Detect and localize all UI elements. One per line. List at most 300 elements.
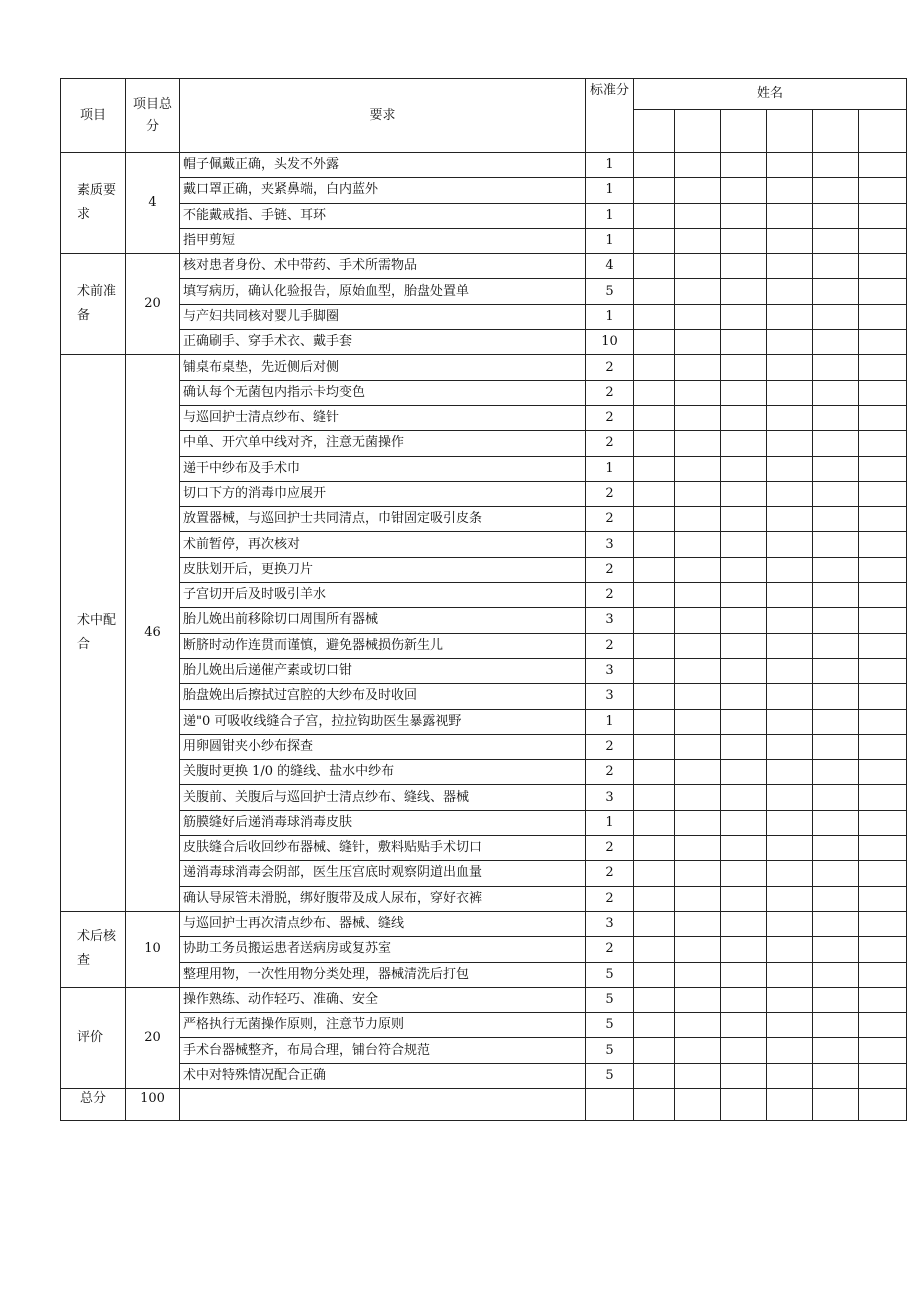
total-entry-cell[interactable] xyxy=(675,1088,721,1120)
score-entry-cell[interactable] xyxy=(634,911,675,936)
score-entry-cell[interactable] xyxy=(859,405,907,430)
score-entry-cell[interactable] xyxy=(721,911,767,936)
score-entry-cell[interactable] xyxy=(813,608,859,633)
standard-score: 2 xyxy=(586,937,634,962)
score-entry-cell[interactable] xyxy=(859,937,907,962)
score-entry-cell[interactable] xyxy=(675,254,721,279)
score-entry-cell[interactable] xyxy=(859,684,907,709)
score-entry-cell[interactable] xyxy=(859,304,907,329)
header-requirements: 要求 xyxy=(180,79,586,153)
standard-score: 10 xyxy=(586,330,634,355)
score-entry-cell[interactable] xyxy=(721,405,767,430)
score-entry-cell[interactable] xyxy=(859,431,907,456)
requirement-text: 术前暂停，再次核对 xyxy=(180,532,586,557)
standard-score: 3 xyxy=(586,608,634,633)
name-cell[interactable] xyxy=(859,110,907,153)
score-entry-cell[interactable] xyxy=(813,684,859,709)
score-entry-cell[interactable] xyxy=(767,178,813,203)
score-entry-cell[interactable] xyxy=(859,785,907,810)
score-entry-cell[interactable] xyxy=(721,658,767,683)
score-entry-cell[interactable] xyxy=(767,760,813,785)
score-entry-cell[interactable] xyxy=(634,304,675,329)
score-entry-cell[interactable] xyxy=(675,431,721,456)
score-entry-cell[interactable] xyxy=(859,709,907,734)
score-entry-cell[interactable] xyxy=(634,836,675,861)
score-entry-cell[interactable] xyxy=(721,178,767,203)
score-entry-cell[interactable] xyxy=(859,911,907,936)
score-entry-cell[interactable] xyxy=(675,532,721,557)
score-entry-cell[interactable] xyxy=(859,734,907,759)
standard-score: 5 xyxy=(586,1063,634,1088)
score-entry-cell[interactable] xyxy=(859,481,907,506)
score-entry-cell[interactable] xyxy=(634,557,675,582)
score-entry-cell[interactable] xyxy=(675,507,721,532)
score-entry-cell[interactable] xyxy=(859,1038,907,1063)
score-entry-cell[interactable] xyxy=(634,937,675,962)
score-entry-cell[interactable] xyxy=(675,279,721,304)
score-entry-cell[interactable] xyxy=(721,254,767,279)
score-entry-cell[interactable] xyxy=(634,355,675,380)
score-entry-cell[interactable] xyxy=(675,836,721,861)
score-entry-cell[interactable] xyxy=(767,304,813,329)
score-entry-cell[interactable] xyxy=(859,203,907,228)
score-entry-cell[interactable] xyxy=(813,456,859,481)
score-entry-cell[interactable] xyxy=(675,583,721,608)
score-entry-cell[interactable] xyxy=(767,583,813,608)
standard-score: 2 xyxy=(586,633,634,658)
requirement-text: 确认每个无菌包内指示卡均变色 xyxy=(180,380,586,405)
score-entry-cell[interactable] xyxy=(721,760,767,785)
score-entry-cell[interactable] xyxy=(675,684,721,709)
score-entry-cell[interactable] xyxy=(859,633,907,658)
score-entry-cell[interactable] xyxy=(634,405,675,430)
score-entry-cell[interactable] xyxy=(859,1013,907,1038)
score-entry-cell[interactable] xyxy=(767,203,813,228)
score-entry-cell[interactable] xyxy=(721,330,767,355)
total-empty-cell xyxy=(586,1088,634,1120)
score-entry-cell[interactable] xyxy=(859,987,907,1012)
score-entry-cell[interactable] xyxy=(634,203,675,228)
score-entry-cell[interactable] xyxy=(675,380,721,405)
score-entry-cell[interactable] xyxy=(767,153,813,178)
score-entry-cell[interactable] xyxy=(675,330,721,355)
score-entry-cell[interactable] xyxy=(767,1013,813,1038)
score-entry-cell[interactable] xyxy=(767,734,813,759)
score-entry-cell[interactable] xyxy=(813,507,859,532)
score-entry-cell[interactable] xyxy=(721,355,767,380)
score-entry-cell[interactable] xyxy=(767,810,813,835)
table-row xyxy=(61,1013,907,1038)
name-cell[interactable] xyxy=(767,110,813,153)
standard-score: 2 xyxy=(586,583,634,608)
score-entry-cell[interactable] xyxy=(721,153,767,178)
score-entry-cell[interactable] xyxy=(675,886,721,911)
score-entry-cell[interactable] xyxy=(859,962,907,987)
score-entry-cell[interactable] xyxy=(859,810,907,835)
requirement-text: 核对患者身份、术中带药、手术所需物品 xyxy=(180,254,586,279)
score-entry-cell[interactable] xyxy=(634,962,675,987)
score-entry-cell[interactable] xyxy=(859,760,907,785)
score-entry-cell[interactable] xyxy=(634,684,675,709)
total-entry-cell[interactable] xyxy=(813,1088,859,1120)
score-entry-cell[interactable] xyxy=(634,1013,675,1038)
score-entry-cell[interactable] xyxy=(721,861,767,886)
score-entry-cell[interactable] xyxy=(721,684,767,709)
score-entry-cell[interactable] xyxy=(859,456,907,481)
score-entry-cell[interactable] xyxy=(721,557,767,582)
score-entry-cell[interactable] xyxy=(767,836,813,861)
score-entry-cell[interactable] xyxy=(813,861,859,886)
score-entry-cell[interactable] xyxy=(859,836,907,861)
table-row xyxy=(61,658,907,683)
table-row xyxy=(61,228,907,253)
total-entry-cell[interactable] xyxy=(767,1088,813,1120)
score-entry-cell[interactable] xyxy=(675,1063,721,1088)
category-total: 20 xyxy=(126,987,180,1088)
score-entry-cell[interactable] xyxy=(721,583,767,608)
table-row xyxy=(61,1038,907,1063)
score-entry-cell[interactable] xyxy=(859,228,907,253)
score-entry-cell[interactable] xyxy=(675,987,721,1012)
score-entry-cell[interactable] xyxy=(813,962,859,987)
header-name: 姓名 xyxy=(634,79,907,110)
score-entry-cell[interactable] xyxy=(634,1038,675,1063)
score-entry-cell[interactable] xyxy=(859,861,907,886)
score-entry-cell[interactable] xyxy=(813,557,859,582)
score-entry-cell[interactable] xyxy=(767,228,813,253)
score-entry-cell[interactable] xyxy=(813,228,859,253)
table-row xyxy=(61,911,907,936)
score-entry-cell[interactable] xyxy=(721,380,767,405)
table-row xyxy=(61,734,907,759)
score-entry-cell[interactable] xyxy=(813,431,859,456)
score-entry-cell[interactable] xyxy=(634,709,675,734)
score-entry-cell[interactable] xyxy=(634,254,675,279)
name-cell[interactable] xyxy=(813,110,859,153)
score-entry-cell[interactable] xyxy=(859,532,907,557)
score-entry-cell[interactable] xyxy=(675,355,721,380)
score-entry-cell[interactable] xyxy=(813,836,859,861)
score-entry-cell[interactable] xyxy=(721,633,767,658)
score-entry-cell[interactable] xyxy=(767,987,813,1012)
score-entry-cell[interactable] xyxy=(813,1013,859,1038)
total-label: 总分 xyxy=(61,1088,126,1120)
score-entry-cell[interactable] xyxy=(634,658,675,683)
score-entry-cell[interactable] xyxy=(675,785,721,810)
score-entry-cell[interactable] xyxy=(721,785,767,810)
score-entry-cell[interactable] xyxy=(813,658,859,683)
score-entry-cell[interactable] xyxy=(859,279,907,304)
score-entry-cell[interactable] xyxy=(675,1013,721,1038)
category-total: 10 xyxy=(126,911,180,987)
score-entry-cell[interactable] xyxy=(813,153,859,178)
score-entry-cell[interactable] xyxy=(721,810,767,835)
score-entry-cell[interactable] xyxy=(813,886,859,911)
score-entry-cell[interactable] xyxy=(675,658,721,683)
score-entry-cell[interactable] xyxy=(675,810,721,835)
standard-score: 3 xyxy=(586,911,634,936)
score-entry-cell[interactable] xyxy=(813,279,859,304)
score-entry-cell[interactable] xyxy=(813,810,859,835)
score-entry-cell[interactable] xyxy=(859,254,907,279)
score-entry-cell[interactable] xyxy=(767,937,813,962)
score-entry-cell[interactable] xyxy=(675,557,721,582)
score-entry-cell[interactable] xyxy=(767,456,813,481)
score-entry-cell[interactable] xyxy=(767,279,813,304)
score-entry-cell[interactable] xyxy=(767,1063,813,1088)
score-entry-cell[interactable] xyxy=(813,583,859,608)
score-entry-cell[interactable] xyxy=(813,330,859,355)
score-entry-cell[interactable] xyxy=(634,153,675,178)
score-entry-cell[interactable] xyxy=(675,633,721,658)
score-entry-cell[interactable] xyxy=(634,228,675,253)
requirement-text: 筋膜缝好后递消毒球消毒皮肤 xyxy=(180,810,586,835)
requirement-text: 整理用物，一次性用物分类处理，器械清洗后打包 xyxy=(180,962,586,987)
score-entry-cell[interactable] xyxy=(675,937,721,962)
requirement-text: 皮肤缝合后收回纱布器械、缝针，敷料贴贴手术切口 xyxy=(180,836,586,861)
score-entry-cell[interactable] xyxy=(859,608,907,633)
score-entry-cell[interactable] xyxy=(634,810,675,835)
score-entry-cell[interactable] xyxy=(721,937,767,962)
score-entry-cell[interactable] xyxy=(767,886,813,911)
score-entry-cell[interactable] xyxy=(634,633,675,658)
score-entry-cell[interactable] xyxy=(675,760,721,785)
score-entry-cell[interactable] xyxy=(721,1038,767,1063)
name-cell[interactable] xyxy=(721,110,767,153)
score-entry-cell[interactable] xyxy=(675,481,721,506)
header-total-points: 项目总分 xyxy=(126,79,180,153)
table-row xyxy=(61,153,907,178)
score-entry-cell[interactable] xyxy=(767,633,813,658)
score-entry-cell[interactable] xyxy=(634,734,675,759)
total-entry-cell[interactable] xyxy=(634,1088,675,1120)
score-entry-cell[interactable] xyxy=(721,836,767,861)
score-entry-cell[interactable] xyxy=(634,507,675,532)
score-entry-cell[interactable] xyxy=(813,405,859,430)
score-entry-cell[interactable] xyxy=(634,380,675,405)
score-entry-cell[interactable] xyxy=(721,456,767,481)
score-entry-cell[interactable] xyxy=(721,279,767,304)
score-entry-cell[interactable] xyxy=(767,557,813,582)
table-row xyxy=(61,507,907,532)
score-entry-cell[interactable] xyxy=(634,330,675,355)
score-entry-cell[interactable] xyxy=(813,937,859,962)
score-entry-cell[interactable] xyxy=(767,861,813,886)
standard-score: 2 xyxy=(586,405,634,430)
score-entry-cell[interactable] xyxy=(721,709,767,734)
requirement-text: 关腹时更换 1/0 的缝线、盐水中纱布 xyxy=(180,760,586,785)
score-entry-cell[interactable] xyxy=(634,583,675,608)
category-total: 4 xyxy=(126,153,180,254)
score-entry-cell[interactable] xyxy=(813,633,859,658)
score-entry-cell[interactable] xyxy=(634,178,675,203)
score-entry-cell[interactable] xyxy=(813,532,859,557)
score-entry-cell[interactable] xyxy=(675,203,721,228)
score-entry-cell[interactable] xyxy=(767,481,813,506)
score-entry-cell[interactable] xyxy=(675,405,721,430)
score-entry-cell[interactable] xyxy=(859,380,907,405)
score-entry-cell[interactable] xyxy=(767,507,813,532)
score-entry-cell[interactable] xyxy=(634,1063,675,1088)
score-entry-cell[interactable] xyxy=(767,785,813,810)
score-entry-cell[interactable] xyxy=(813,178,859,203)
total-row xyxy=(61,1088,907,1120)
score-entry-cell[interactable] xyxy=(859,153,907,178)
score-entry-cell[interactable] xyxy=(813,1038,859,1063)
score-entry-cell[interactable] xyxy=(634,608,675,633)
score-entry-cell[interactable] xyxy=(859,557,907,582)
score-entry-cell[interactable] xyxy=(721,1013,767,1038)
score-entry-cell[interactable] xyxy=(675,178,721,203)
score-entry-cell[interactable] xyxy=(634,279,675,304)
score-entry-cell[interactable] xyxy=(767,684,813,709)
score-entry-cell[interactable] xyxy=(813,380,859,405)
standard-score: 2 xyxy=(586,431,634,456)
score-entry-cell[interactable] xyxy=(813,481,859,506)
score-entry-cell[interactable] xyxy=(813,911,859,936)
score-entry-cell[interactable] xyxy=(767,532,813,557)
score-entry-cell[interactable] xyxy=(767,380,813,405)
score-entry-cell[interactable] xyxy=(721,734,767,759)
total-entry-cell[interactable] xyxy=(721,1088,767,1120)
table-row xyxy=(61,810,907,835)
score-entry-cell[interactable] xyxy=(813,203,859,228)
score-entry-cell[interactable] xyxy=(859,355,907,380)
standard-score: 1 xyxy=(586,709,634,734)
table-row xyxy=(61,456,907,481)
header-item: 项目 xyxy=(61,79,126,153)
score-entry-cell[interactable] xyxy=(813,760,859,785)
name-cell[interactable] xyxy=(675,110,721,153)
requirement-text: 填写病历，确认化验报告，原始血型，胎盘处置单 xyxy=(180,279,586,304)
score-entry-cell[interactable] xyxy=(634,861,675,886)
table-row xyxy=(61,684,907,709)
score-entry-cell[interactable] xyxy=(767,709,813,734)
score-entry-cell[interactable] xyxy=(859,1063,907,1088)
score-entry-cell[interactable] xyxy=(721,1063,767,1088)
requirement-text: 放置器械，与巡回护士共同清点，巾钳固定吸引皮条 xyxy=(180,507,586,532)
score-entry-cell[interactable] xyxy=(721,481,767,506)
score-entry-cell[interactable] xyxy=(634,456,675,481)
score-entry-cell[interactable] xyxy=(813,785,859,810)
table-row xyxy=(61,203,907,228)
score-entry-cell[interactable] xyxy=(721,304,767,329)
score-entry-cell[interactable] xyxy=(721,228,767,253)
score-entry-cell[interactable] xyxy=(721,532,767,557)
score-entry-cell[interactable] xyxy=(767,431,813,456)
requirement-text: 严格执行无菌操作原则，注意节力原则 xyxy=(180,1013,586,1038)
score-entry-cell[interactable] xyxy=(813,709,859,734)
scoring-table xyxy=(60,78,907,1121)
score-entry-cell[interactable] xyxy=(675,734,721,759)
score-entry-cell[interactable] xyxy=(675,304,721,329)
score-entry-cell[interactable] xyxy=(634,785,675,810)
score-entry-cell[interactable] xyxy=(634,481,675,506)
table-row xyxy=(61,760,907,785)
score-entry-cell[interactable] xyxy=(767,330,813,355)
score-entry-cell[interactable] xyxy=(721,962,767,987)
score-entry-cell[interactable] xyxy=(634,532,675,557)
score-entry-cell[interactable] xyxy=(813,734,859,759)
score-entry-cell[interactable] xyxy=(859,330,907,355)
score-entry-cell[interactable] xyxy=(675,228,721,253)
score-entry-cell[interactable] xyxy=(767,1038,813,1063)
score-entry-cell[interactable] xyxy=(721,608,767,633)
score-entry-cell[interactable] xyxy=(675,608,721,633)
standard-score: 2 xyxy=(586,734,634,759)
score-entry-cell[interactable] xyxy=(859,178,907,203)
score-entry-cell[interactable] xyxy=(813,987,859,1012)
requirement-text: 与产妇共同核对婴儿手脚圈 xyxy=(180,304,586,329)
score-entry-cell[interactable] xyxy=(634,431,675,456)
category-total: 20 xyxy=(126,254,180,355)
score-entry-cell[interactable] xyxy=(721,431,767,456)
score-entry-cell[interactable] xyxy=(767,911,813,936)
score-entry-cell[interactable] xyxy=(675,861,721,886)
score-entry-cell[interactable] xyxy=(859,507,907,532)
score-entry-cell[interactable] xyxy=(634,760,675,785)
requirement-text: 切口下方的消毒巾应展开 xyxy=(180,481,586,506)
category-label: 术后核查 xyxy=(61,911,126,987)
score-entry-cell[interactable] xyxy=(721,987,767,1012)
score-entry-cell[interactable] xyxy=(767,658,813,683)
score-entry-cell[interactable] xyxy=(813,1063,859,1088)
score-entry-cell[interactable] xyxy=(634,886,675,911)
score-entry-cell[interactable] xyxy=(767,608,813,633)
score-entry-cell[interactable] xyxy=(675,456,721,481)
score-entry-cell[interactable] xyxy=(721,886,767,911)
standard-score: 2 xyxy=(586,380,634,405)
table-row xyxy=(61,633,907,658)
standard-score: 5 xyxy=(586,1038,634,1063)
score-entry-cell[interactable] xyxy=(721,203,767,228)
score-entry-cell[interactable] xyxy=(813,304,859,329)
table-row xyxy=(61,785,907,810)
requirement-text: 子宫切开后及时吸引羊水 xyxy=(180,583,586,608)
score-entry-cell[interactable] xyxy=(767,355,813,380)
score-entry-cell[interactable] xyxy=(767,254,813,279)
score-entry-cell[interactable] xyxy=(813,254,859,279)
score-entry-cell[interactable] xyxy=(675,1038,721,1063)
table-row xyxy=(61,836,907,861)
score-entry-cell[interactable] xyxy=(675,962,721,987)
score-entry-cell[interactable] xyxy=(859,886,907,911)
score-entry-cell[interactable] xyxy=(859,658,907,683)
requirement-text: 铺桌布桌垫，先近侧后对侧 xyxy=(180,355,586,380)
score-entry-cell[interactable] xyxy=(859,583,907,608)
standard-score: 1 xyxy=(586,178,634,203)
requirement-text: 手术台器械整齐，布局合理，铺台符合规范 xyxy=(180,1038,586,1063)
standard-score: 2 xyxy=(586,760,634,785)
name-cell[interactable] xyxy=(634,110,675,153)
score-entry-cell[interactable] xyxy=(675,153,721,178)
score-entry-cell[interactable] xyxy=(675,709,721,734)
total-empty-cell xyxy=(180,1088,586,1120)
table-row xyxy=(61,962,907,987)
table-row xyxy=(61,861,907,886)
requirement-text: 胎儿娩出后递催产素或切口钳 xyxy=(180,658,586,683)
score-entry-cell[interactable] xyxy=(721,507,767,532)
score-entry-cell[interactable] xyxy=(767,962,813,987)
table-row xyxy=(61,557,907,582)
score-entry-cell[interactable] xyxy=(675,911,721,936)
scoring-table-body xyxy=(61,79,907,1121)
score-entry-cell[interactable] xyxy=(634,987,675,1012)
score-entry-cell[interactable] xyxy=(767,405,813,430)
total-entry-cell[interactable] xyxy=(859,1088,907,1120)
standard-score: 2 xyxy=(586,836,634,861)
score-entry-cell[interactable] xyxy=(813,355,859,380)
